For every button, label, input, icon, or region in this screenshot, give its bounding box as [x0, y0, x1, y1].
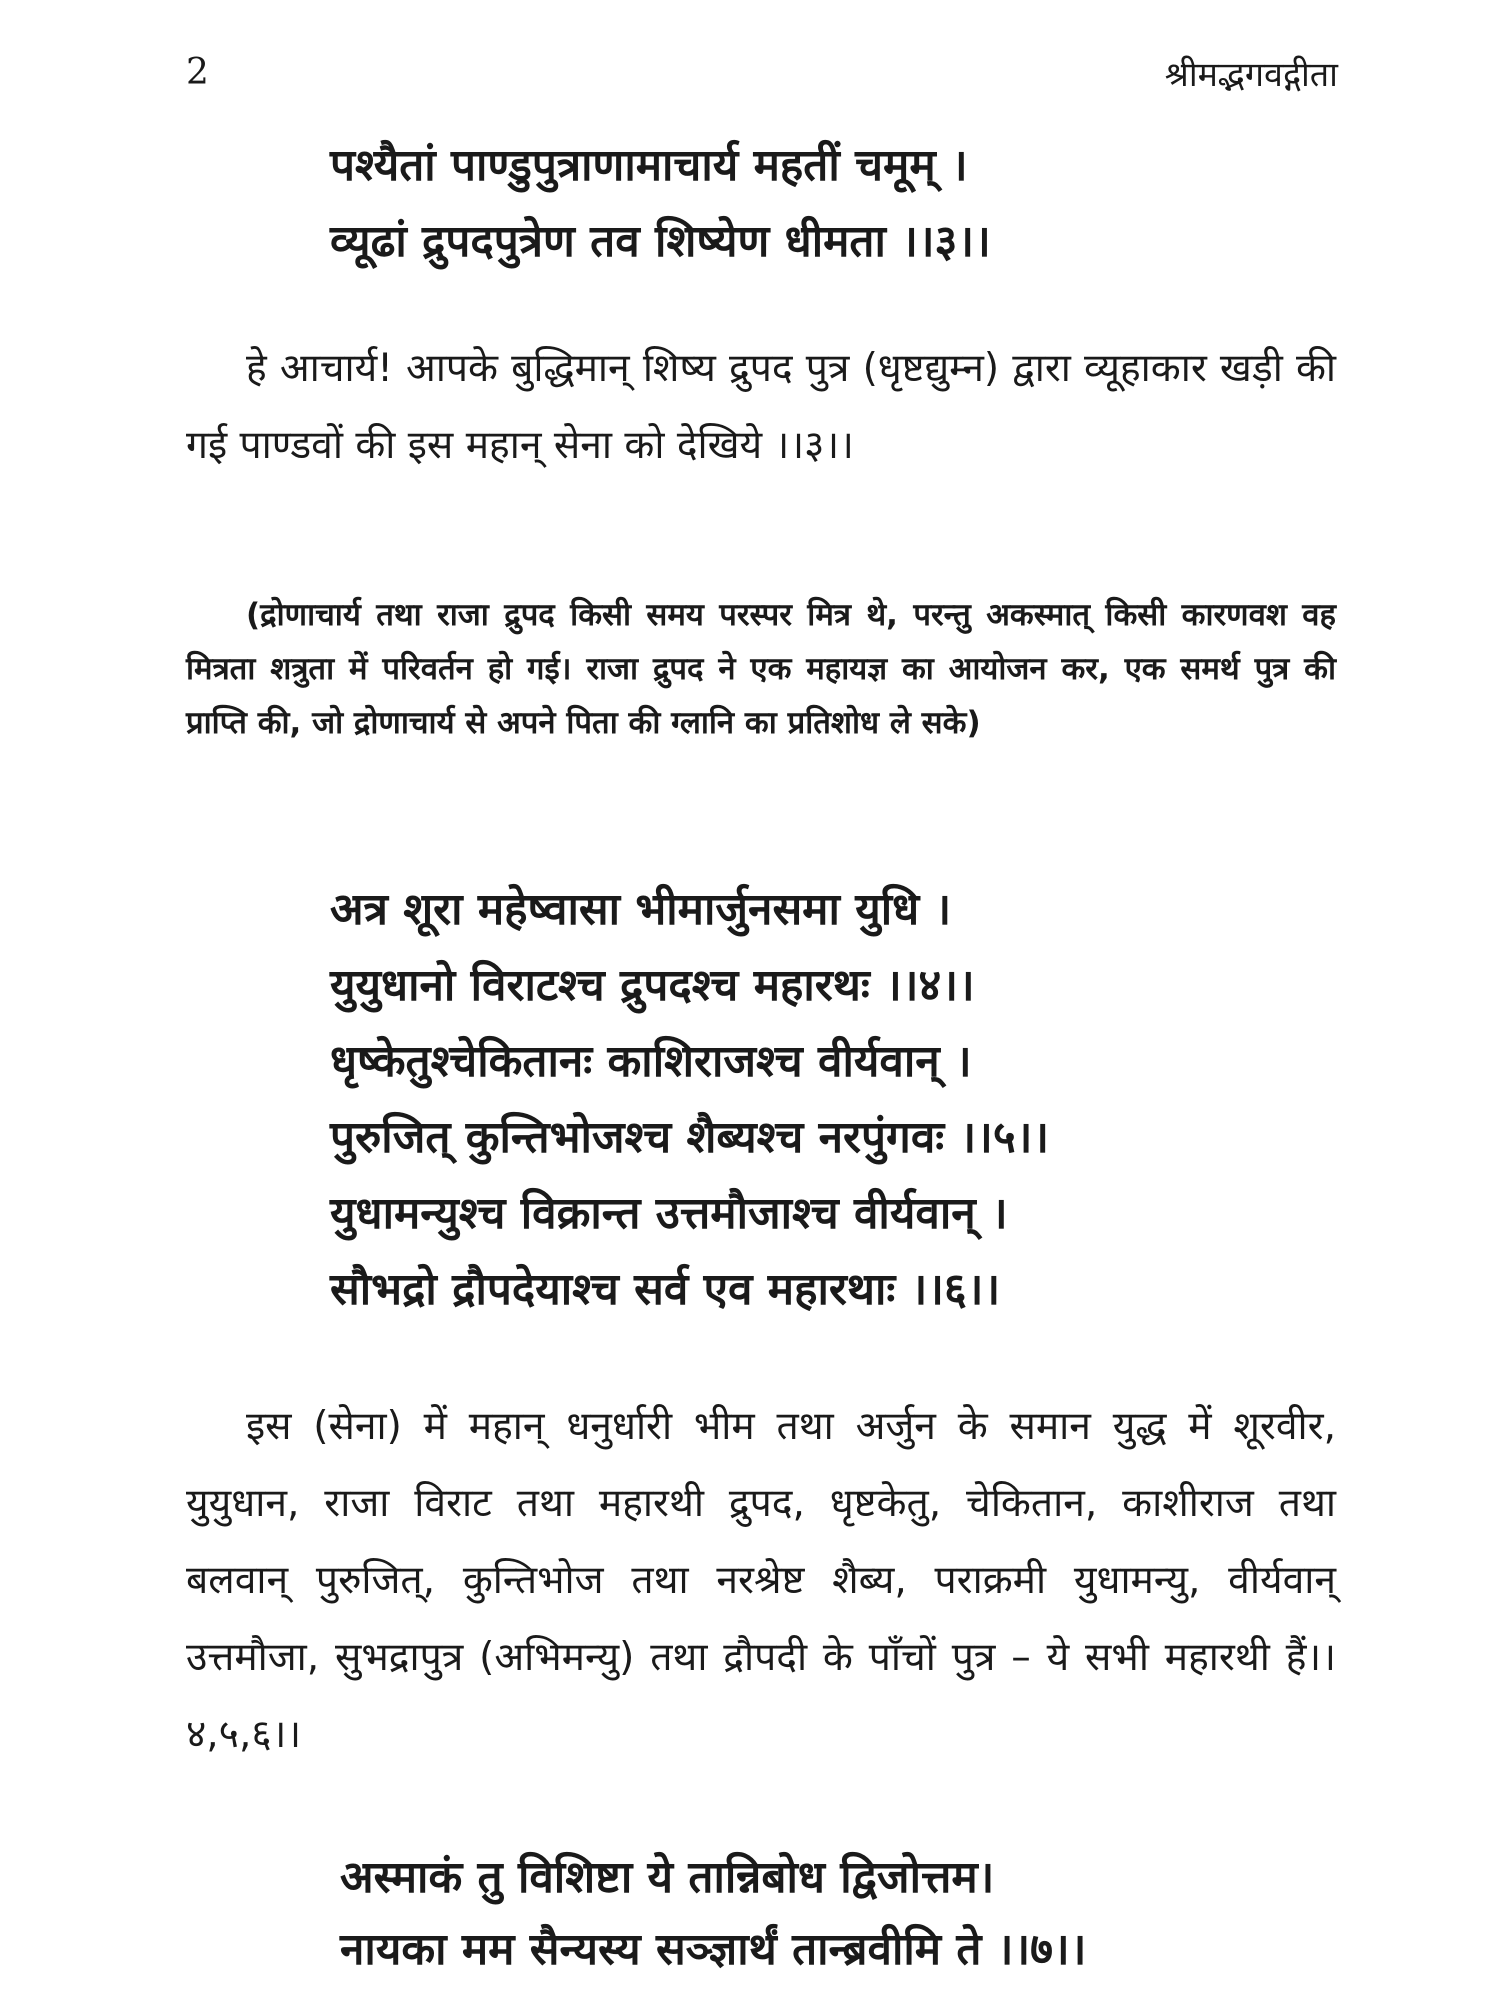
verse-line: नायका मम सैन्यस्य सञ्ज्ञार्थं तान्ब्रवीमि ते ।।७।।	[340, 1924, 1087, 1975]
verse-line: अस्माकं तु विशिष्टा ये तान्निबोध द्विजोत्तम।	[340, 1852, 995, 1903]
verse-line: अत्र शूरा महेष्वासा भीमार्जुनसमा युधि ।	[330, 884, 952, 935]
verse-line: धृष्केतुश्चेकितानः काशिराजश्च वीर्यवान् ।	[330, 1036, 972, 1087]
verse-line: पुरुजित् कुन्तिभोजश्च शैब्यश्च नरपुंगवः ।।५।।	[330, 1112, 1050, 1163]
note-text: (द्रोणाचार्य तथा राजा द्रुपद किसी समय परस्पर मित्र थे, परन्तु अकस्मात् किसी कारणवश वह मित्रता शत्रुता में परिवर्तन हो गई। राजा द्रुपद ने एक महायज्ञ का आयोजन कर, एक समर्थ पुत्र की प्राप्ति की, जो द्रोणाचार्य से अपने पिता की ग्लानि का प्रतिशोध ले सके)	[186, 597, 1336, 741]
verse-3	[330, 128, 991, 280]
translation-4-6	[186, 1388, 1336, 1773]
verse-line: सौभद्रो द्रौपदेयाश्च सर्व एव महारथाः ।।६।।	[330, 1264, 1001, 1315]
translation-3	[186, 330, 1336, 484]
verse-line: पश्यैतां पाण्डुपुत्राणामाचार्य महतीं चमूम् ।	[330, 140, 968, 191]
verse-4-6	[330, 872, 1049, 1328]
verse-line: युधामन्युश्च विक्रान्त उत्तमौजाश्च वीर्यवान् ।	[330, 1188, 1008, 1239]
verse-line: व्यूढां द्रुपदपुत्रेण तव शिष्येण धीमता ।।३।।	[330, 216, 991, 267]
verse-line: युयुधानो विराटश्च द्रुपदश्च महारथः ।।४।।	[330, 960, 975, 1011]
translation-text: हे आचार्य! आपके बुद्धिमान् शिष्य द्रुपद पुत्र (धृष्टद्युम्न) द्वारा व्यूहाकार खड़ी की गई पाण्डवों की इस महान् सेना को देखिये ।।३।।	[186, 346, 1336, 468]
translation-text: इस (सेना) में महान् धनुर्धारी भीम तथा अर्जुन के समान युद्ध में शूरवीर, युयुधान, राजा विराट तथा महारथी द्रुपद, धृष्टकेतु, चेकितान, काशीराज तथा बलवान् पुरुजित्, कुन्तिभोज तथा नरश्रेष्ट शैब्य, पराक्रमी युधामन्यु, वीर्यवान् उत्तमौजा, सुभद्रापुत्र (अभिमन्यु) तथा द्रौपदी के पाँचों पुत्र – ये सभी महारथी हैं।।४,५,६।।	[186, 1404, 1336, 1757]
commentary-note	[186, 588, 1336, 750]
verse-7	[340, 1842, 1086, 1986]
running-title: श्रीमद्भगवद्गीता	[1164, 55, 1338, 95]
page-number: 2	[186, 52, 209, 93]
